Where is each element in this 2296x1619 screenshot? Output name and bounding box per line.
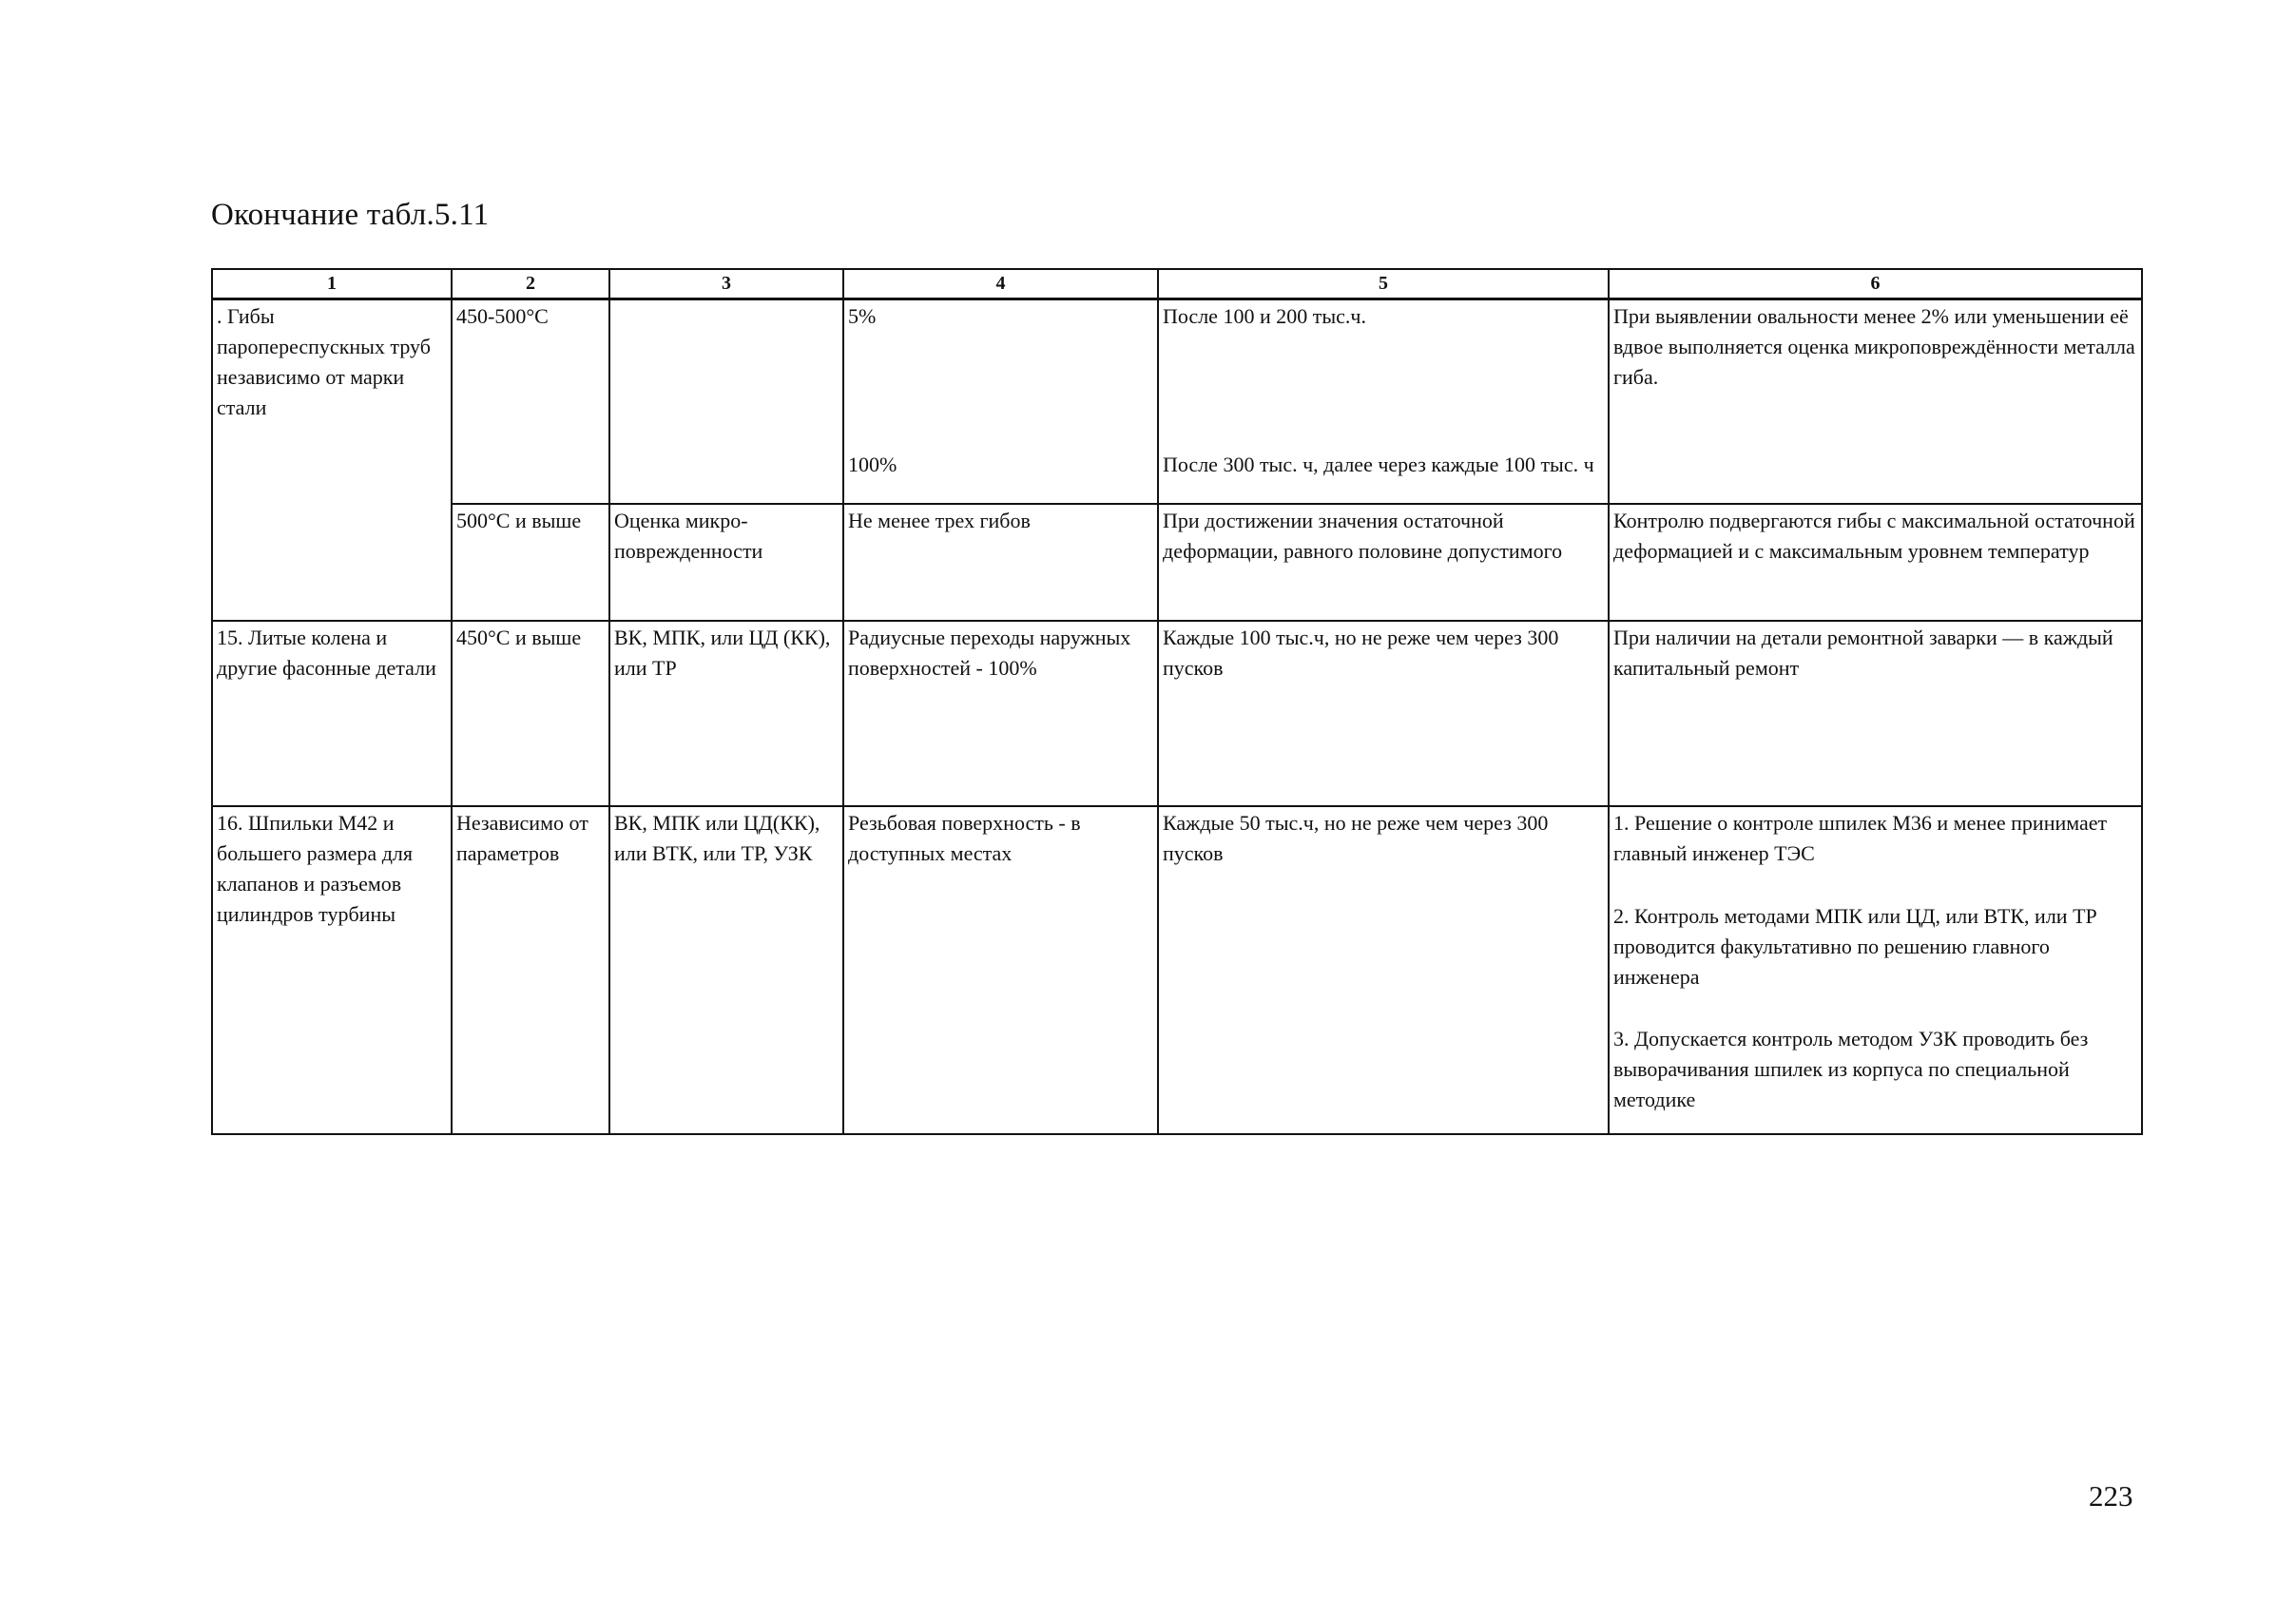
cell-method (609, 299, 843, 505)
column-header-6: 6 (1609, 269, 2142, 299)
cell-scope: Не менее трех гибов (843, 504, 1158, 621)
cell-temperature: 500°С и выше (452, 504, 609, 621)
cell-frequency: При достижении значения остаточной деформации, равного половине допустимого (1158, 504, 1609, 621)
cell-item: . Гибы паропереспускных труб независимо от марки стали (212, 299, 452, 622)
cell-item: 16. Шпильки М42 и большего размера для клапанов и разъемов цилиндров турбины (212, 806, 452, 1134)
table-caption: Окончание табл.5.11 (211, 198, 490, 232)
header-row (212, 269, 2142, 299)
cell-scope: Радиусные переходы наружных поверхностей - 100% (843, 621, 1158, 806)
cell-method: ВК, МПК или ЦД(КК), или ВТК, или ТР, УЗК (609, 806, 843, 1134)
column-header-3: 3 (609, 269, 843, 299)
cell-scope (843, 299, 1158, 505)
table-row (212, 504, 2142, 621)
scope-value-first: 5% (848, 304, 877, 328)
cell-temperature: 450-500°С (452, 299, 609, 505)
cell-temperature: 450°С и выше (452, 621, 609, 806)
cell-notes: При выявлении овальности менее 2% или уменьшении её вдвое выполняется оценка микроповреждённости металла гиба. (1609, 299, 2142, 505)
cell-notes: При наличии на детали ремонтной заварки — в каждый капитальный ремонт (1609, 621, 2142, 806)
column-header-1: 1 (212, 269, 452, 299)
note-item: 3. Допускается контроль методом УЗК проводить без выворачивания шпилек из корпуса по специальной методике (1613, 1027, 2089, 1112)
cell-frequency: Каждые 100 тыс.ч, но не реже чем через 300 пусков (1158, 621, 1609, 806)
table-row (212, 299, 2142, 505)
frequency-first: После 100 и 200 тыс.ч. (1163, 304, 1366, 328)
note-item: 2. Контроль методами МПК или ЦД, или ВТК, или ТР проводится факультативно по решению главного инженера (1613, 903, 2097, 989)
frequency-second: После 300 тыс. ч, далее через каждые 100 тыс. ч (1163, 452, 1594, 476)
cell-notes: Контролю подвергаются гибы с максимальной остаточной деформацией и с максимальным уровнем температур (1609, 504, 2142, 621)
column-header-5: 5 (1158, 269, 1609, 299)
inspection-table (211, 268, 2143, 1135)
cell-temperature: Независимо от параметров (452, 806, 609, 1134)
cell-frequency (1158, 299, 1609, 505)
table-row (212, 621, 2142, 806)
column-header-2: 2 (452, 269, 609, 299)
cell-item: 15. Литые колена и другие фасонные детали (212, 621, 452, 806)
cell-notes (1609, 806, 2142, 1134)
cell-frequency: Каждые 50 тыс.ч, но не реже чем через 300 пусков (1158, 806, 1609, 1134)
note-item: 1. Решение о контроле шпилек М36 и менее принимает главный инженер ТЭС (1613, 811, 2108, 865)
cell-method: ВК, МПК, или ЦД (КК), или ТР (609, 621, 843, 806)
scope-value-second: 100% (848, 452, 897, 476)
column-header-4: 4 (843, 269, 1158, 299)
cell-scope: Резьбовая поверхность - в доступных местах (843, 806, 1158, 1134)
table-row (212, 806, 2142, 1134)
page-number: 223 (2089, 1479, 2133, 1513)
cell-method: Оценка микро-поврежденности (609, 504, 843, 621)
